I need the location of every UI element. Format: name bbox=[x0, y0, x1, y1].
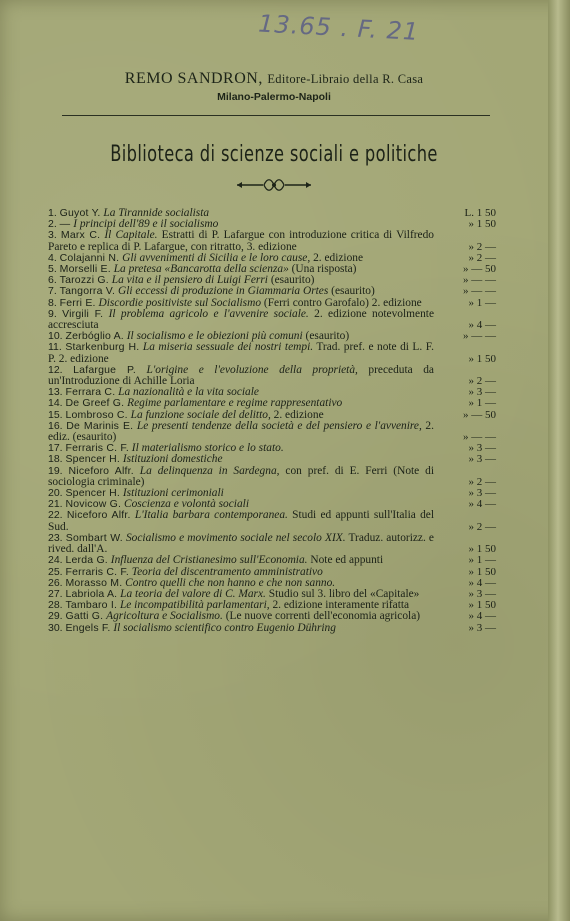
book-title: I principi dell'89 e il socialismo bbox=[73, 218, 219, 231]
book-title: Coscienza e volontà sociali bbox=[124, 498, 249, 511]
book-author: Niceforo Alfr. bbox=[68, 464, 134, 477]
book-number: 28. bbox=[48, 599, 63, 612]
book-entry-text bbox=[48, 510, 496, 532]
book-number: 3. bbox=[48, 229, 57, 242]
book-details: (esaurito) bbox=[331, 285, 375, 298]
book-number: 26. bbox=[48, 576, 63, 589]
book-entry-text bbox=[48, 466, 496, 488]
book-title: Teoria del discentramento amministrativo bbox=[131, 565, 323, 578]
book-details: preceduta da un'Introduzione di Achille Loria bbox=[48, 363, 434, 388]
book-entry bbox=[48, 421, 496, 443]
book-details: 2. edizione interamente rifatta bbox=[272, 599, 410, 612]
book-entry-text bbox=[48, 533, 496, 555]
book-title: Il socialismo e le obiezioni più comuni bbox=[126, 330, 303, 343]
book-author: Novicow G. bbox=[65, 498, 122, 511]
book-author: Starkenburg H. bbox=[65, 341, 140, 354]
book-author: — bbox=[59, 218, 71, 231]
book-number: 7. bbox=[48, 285, 57, 298]
book-title: L'Italia barbara contemporanea. bbox=[134, 509, 288, 522]
book-author: Ferrara C. bbox=[65, 386, 116, 399]
book-number: 27. bbox=[48, 587, 63, 600]
book-title: La delinquenza in Sardegna, bbox=[139, 464, 280, 477]
book-price: » — — bbox=[463, 431, 496, 444]
book-author: Labriola A. bbox=[65, 587, 118, 600]
book-title: Il Capitale. bbox=[104, 229, 158, 242]
book-author: De Marinis E. bbox=[66, 419, 134, 432]
book-author: Colajanni N. bbox=[59, 251, 120, 264]
book-price: » 4 — bbox=[468, 610, 496, 623]
book-number: 10. bbox=[48, 330, 63, 343]
book-title: La Tirannide socialista bbox=[103, 207, 210, 219]
book-title: Agricoltura e Socialismo. bbox=[106, 610, 223, 623]
book-title: Contro quelli che non hanno e che non sanno. bbox=[125, 576, 336, 589]
book-price: » 2 — bbox=[468, 475, 496, 488]
book-details: (Ferri contro Garofalo) 2. edizione bbox=[263, 296, 422, 309]
book-price: » 1 — bbox=[468, 296, 496, 309]
book-number: 14. bbox=[48, 397, 63, 410]
book-details: Trad. pref. e note di L. F. P. 2. edizione bbox=[48, 341, 434, 365]
book-price: » 2 — bbox=[468, 520, 496, 533]
book-author: Spencer H. bbox=[65, 453, 120, 466]
book-details: Studi ed appunti sull'Italia del Sud. bbox=[48, 509, 434, 533]
book-author: De Greef G. bbox=[65, 397, 125, 410]
book-number: 4. bbox=[48, 251, 57, 264]
book-number: 9. bbox=[48, 307, 57, 320]
book-details: (Le nuove correnti dell'economia agricola) bbox=[225, 610, 421, 623]
book-entry-text bbox=[48, 623, 496, 634]
book-price: » 1 50 bbox=[468, 543, 496, 556]
book-title: Istituzioni cerimoniali bbox=[122, 487, 224, 500]
book-author: Niceforo Alfr. bbox=[66, 509, 131, 522]
book-title: Il socialismo scientifico contro Eugenio Dühring bbox=[113, 621, 336, 634]
book-details: (Una risposta) bbox=[291, 263, 357, 276]
book-number: 21. bbox=[48, 498, 63, 511]
publisher-role: Editore-Libraio della R. Casa bbox=[267, 72, 424, 86]
book-number: 25. bbox=[48, 565, 63, 578]
book-number: 30. bbox=[48, 621, 63, 634]
book-details: Estratti di P. Lafargue con introduzione critica di Vilfredo Pareto e replica di P. Lafargue, con ritratto, 3. edizione bbox=[48, 229, 435, 253]
book-number: 1. bbox=[48, 207, 57, 219]
book-title: La vita e il pensiero di Luigi Ferri bbox=[111, 274, 268, 287]
book-title: La miseria sessuale dei nostri tempi. bbox=[142, 341, 314, 354]
book-author: Tangorra V. bbox=[59, 285, 116, 298]
book-number: 2. bbox=[48, 218, 57, 231]
book-number: 19. bbox=[48, 464, 63, 477]
publisher-name: REMO SANDRON, bbox=[124, 70, 263, 87]
handwritten-shelfmark: 13.65 . F. 21 bbox=[257, 9, 420, 46]
book-entry bbox=[48, 466, 496, 488]
book-entry-text bbox=[48, 365, 496, 387]
book-author: Engels F. bbox=[65, 621, 111, 634]
book-title: Regime parlamentare e regime rappresentativo bbox=[127, 397, 343, 410]
book-title: Il materialismo storico e lo stato. bbox=[131, 442, 284, 455]
book-number: 17. bbox=[48, 442, 63, 455]
book-entry-text bbox=[48, 421, 496, 443]
book-number: 22. bbox=[48, 509, 63, 522]
book-number: 8. bbox=[48, 296, 57, 309]
book-spine-edge bbox=[548, 0, 570, 921]
book-author: Virgili F. bbox=[62, 307, 104, 320]
book-number: 23. bbox=[48, 531, 63, 544]
book-number: 20. bbox=[48, 487, 63, 500]
book-details: Traduz. autorizz. e rived. dall'A. bbox=[48, 531, 434, 556]
book-details: Studio sul 3. libro del «Capitale» bbox=[268, 587, 420, 600]
book-title: Influenza del Cristianesimo sull'Economia. bbox=[110, 554, 308, 567]
book-details: (esaurito) bbox=[270, 274, 315, 287]
book-author: Gatti G. bbox=[65, 610, 104, 623]
book-title: Discordie positiviste sul Socialismo bbox=[98, 296, 262, 309]
book-number: 15. bbox=[48, 408, 63, 421]
book-author: Zerbóglio A. bbox=[65, 330, 124, 343]
book-price: » 3 — bbox=[468, 453, 496, 466]
book-author: Lafargue P. bbox=[73, 363, 136, 376]
book-title: La nazionalità e la vita sociale bbox=[118, 386, 259, 399]
book-details: 2. edizione bbox=[273, 408, 324, 421]
book-price: » — — bbox=[463, 274, 496, 287]
book-price: » 4 — bbox=[468, 576, 496, 589]
book-price: » 3 — bbox=[468, 487, 496, 500]
book-price: » 1 50 bbox=[468, 218, 496, 231]
book-author: Spencer H. bbox=[65, 487, 120, 500]
book-title: Le incompatibilità parlamentari, bbox=[119, 599, 270, 612]
book-number: 11. bbox=[48, 341, 62, 354]
book-details: 2. edizione bbox=[313, 251, 364, 264]
book-number: 16. bbox=[48, 419, 63, 432]
book-author: Morselli E. bbox=[59, 263, 111, 276]
book-title: Gli avvenimenti di Sicilia e le loro cause, bbox=[122, 251, 311, 264]
book-title: L'origine e l'evoluzione della proprietà, bbox=[146, 363, 358, 376]
book-price: » 1 50 bbox=[468, 565, 496, 578]
book-entry bbox=[48, 510, 496, 532]
book-price: L. 1 50 bbox=[464, 207, 496, 219]
book-price: » 1 50 bbox=[468, 352, 496, 365]
book-price: » 1 — bbox=[468, 397, 496, 410]
book-entry bbox=[48, 533, 496, 555]
book-author: Lombroso C. bbox=[65, 408, 128, 421]
book-details: (esaurito) bbox=[305, 330, 350, 343]
ornament-divider bbox=[233, 175, 315, 195]
book-price: » — — bbox=[463, 330, 496, 343]
book-details: Note ed appunti bbox=[310, 554, 384, 567]
book-author: Marx C. bbox=[60, 229, 101, 242]
publisher-line bbox=[0, 70, 548, 88]
book-author: Tambaro I. bbox=[65, 599, 118, 612]
book-price: » 4 — bbox=[468, 319, 496, 332]
book-title: Istituzioni domestiche bbox=[122, 453, 223, 466]
book-number: 5. bbox=[48, 263, 57, 276]
book-number: 6. bbox=[48, 274, 57, 287]
book-title: La teoria del valore di C. Marx. bbox=[120, 587, 266, 600]
publisher-cities: Milano-Palermo-Napoli bbox=[217, 91, 331, 103]
book-price: » 4 — bbox=[468, 498, 496, 511]
book-price: » 2 — bbox=[468, 375, 496, 388]
book-author: Sombart W. bbox=[65, 531, 123, 544]
book-number: 24. bbox=[48, 554, 63, 567]
book-price: » 2 — bbox=[468, 251, 496, 264]
book-entry bbox=[48, 309, 496, 331]
book-number: 13. bbox=[48, 386, 63, 399]
book-price: » 3 — bbox=[468, 621, 496, 634]
book-author: Ferraris C. F. bbox=[65, 442, 129, 455]
book-title: Gli eccessi di produzione in Giammaria Ortes bbox=[118, 285, 329, 298]
book-price: » 3 — bbox=[468, 386, 496, 399]
book-price: » — — bbox=[463, 285, 496, 298]
book-title: Socialismo e movimento sociale nel secolo XIX. bbox=[125, 531, 346, 544]
book-author: Lerda G. bbox=[65, 554, 108, 567]
book-details: 2. ediz. (esaurito) bbox=[48, 419, 434, 444]
book-author: Guyot Y. bbox=[59, 207, 101, 219]
book-author: Tarozzi G. bbox=[59, 274, 109, 287]
book-entry bbox=[48, 342, 496, 364]
book-number: 18. bbox=[48, 453, 63, 466]
book-number: 12. bbox=[48, 363, 63, 376]
book-price: » — 50 bbox=[463, 408, 496, 421]
book-title: Il problema agricolo e l'avvenire sociale. bbox=[108, 307, 309, 320]
book-number: 29. bbox=[48, 610, 63, 623]
book-price: » 1 — bbox=[468, 554, 496, 567]
book-list bbox=[48, 208, 496, 634]
series-title: Biblioteca di scienze sociali e politiche bbox=[110, 142, 438, 167]
book-price: » 3 — bbox=[468, 442, 496, 455]
book-author: Ferraris C. F. bbox=[65, 565, 129, 578]
book-entry bbox=[48, 230, 496, 252]
book-entry-text bbox=[48, 230, 496, 252]
book-price: » 1 50 bbox=[468, 599, 496, 612]
book-entry-text bbox=[48, 342, 496, 364]
header-divider bbox=[62, 115, 490, 116]
book-entry-text bbox=[48, 309, 496, 331]
book-price: » — 50 bbox=[463, 263, 496, 276]
book-title: La pretesa «Bancarotta della scienza» bbox=[113, 263, 289, 276]
book-author: Morasso M. bbox=[65, 576, 123, 589]
book-price: » 2 — bbox=[468, 240, 496, 253]
book-price: » 3 — bbox=[468, 587, 496, 600]
book-details: 2. edizione notevolmente accresciuta bbox=[48, 307, 435, 332]
book-details: con pref. di E. Ferri (Note di sociologia criminale) bbox=[48, 464, 434, 488]
book-entry bbox=[48, 365, 496, 387]
book-title: Le presenti tendenze della società e del pensiero e l'avvenire, bbox=[136, 419, 422, 432]
book-entry bbox=[48, 623, 496, 634]
book-title: La funzione sociale del delitto, bbox=[130, 408, 271, 421]
book-author: Ferri E. bbox=[59, 296, 96, 309]
